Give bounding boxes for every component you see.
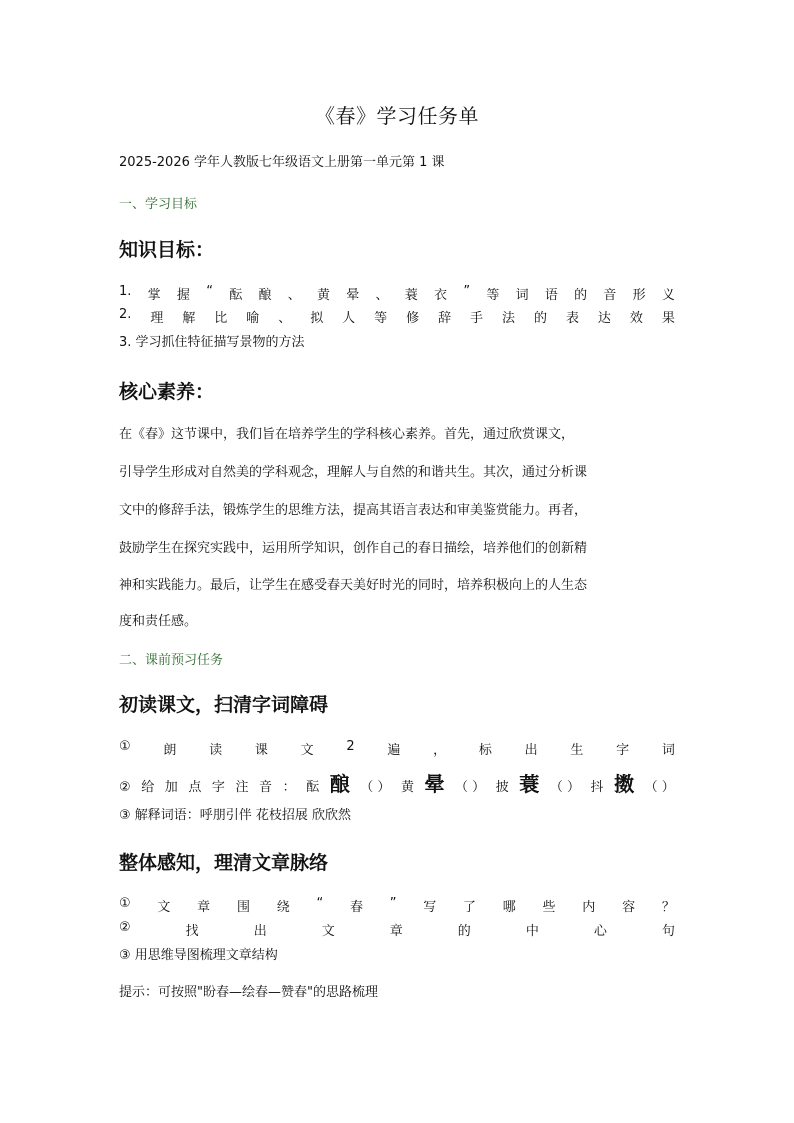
char: 写 <box>423 900 437 915</box>
char: 文 <box>321 924 335 939</box>
char: 读 <box>209 743 223 758</box>
core-paragraph-line: 神和实践能力。最后，让学生在感受春天美好时光的同时，培养积极向上的人生态 <box>119 578 588 593</box>
tip-text: 提示：可按照"盼春—绘春—赞春"的思路梳理 <box>119 985 378 1000</box>
overall-task-2 <box>119 920 675 939</box>
char: 2 <box>346 739 355 754</box>
char: 拟 <box>310 311 324 326</box>
char: 晕 <box>346 288 360 303</box>
section-heading-preview: 二、课前预习任务 <box>119 653 224 668</box>
char: ， <box>433 743 447 758</box>
annotated-char: 酿 <box>329 772 350 796</box>
char: “ <box>206 284 213 299</box>
char: “ <box>316 896 324 911</box>
char: （ ） <box>549 780 580 795</box>
char: ” <box>463 284 471 299</box>
char: （ ） <box>455 780 486 795</box>
reading-task-3: ③ 解释词语：呼朋引伴 花枝招展 欣欣然 <box>119 808 352 823</box>
char: 等 <box>374 311 388 326</box>
char: 课 <box>254 743 268 758</box>
char: 容 <box>622 900 636 915</box>
section-heading-goals: 一、学习目标 <box>119 197 198 212</box>
knowledge-item-3: 3. 学习抓住特征描写景物的方法 <box>119 335 305 350</box>
char: 效 <box>629 311 643 326</box>
char: 、 <box>278 311 292 326</box>
char: 生 <box>570 743 584 758</box>
char: 遍 <box>387 743 401 758</box>
char: 点 <box>188 780 202 795</box>
char: 酿 <box>258 288 272 303</box>
char: 修 <box>406 311 420 326</box>
char: 章 <box>197 900 211 915</box>
char: 的 <box>533 311 547 326</box>
overall-task-1 <box>119 896 675 915</box>
char: 心 <box>593 924 607 939</box>
char: 标 <box>478 743 492 758</box>
char: 1. <box>119 284 132 299</box>
char: 喻 <box>246 311 260 326</box>
annotated-char: 蓑 <box>519 772 540 796</box>
char: 辞 <box>438 311 452 326</box>
annotated-char: 擞 <box>614 772 635 796</box>
core-paragraph-line: 鼓励学生在探究实践中，运用所学知识，创作自己的春日描绘，培养他们的创新精 <box>119 541 588 556</box>
char: 音 <box>259 780 273 795</box>
char: 达 <box>597 311 611 326</box>
char: 掌 <box>147 288 161 303</box>
char: 文 <box>157 900 171 915</box>
char: 中 <box>525 924 539 939</box>
char: 绕 <box>276 900 290 915</box>
char: 表 <box>565 311 579 326</box>
core-paragraph-line: 在《春》这节课中，我们旨在培养学生的学科核心素养。首先，通过欣赏课文， <box>119 427 575 442</box>
char: 哪 <box>502 900 516 915</box>
char: 音 <box>603 288 617 303</box>
annotated-char: 晕 <box>424 772 445 796</box>
char: （ ） <box>360 780 391 795</box>
char: 给 <box>141 780 155 795</box>
lesson-subtitle: 2025-2026 学年人教版七年级语文上册第一单元第 1 课 <box>119 155 445 170</box>
char: 字 <box>616 743 630 758</box>
core-paragraph-line: 引导学生形成对自然美的学科观念，理解人与自然的和谐共生。其次，通过分析课 <box>119 465 588 480</box>
char: 的 <box>457 924 471 939</box>
heading-first-reading: 初读课文，扫清字词障碍 <box>119 694 329 716</box>
knowledge-item-1 <box>119 284 675 303</box>
char: 形 <box>632 288 646 303</box>
char: 出 <box>524 743 538 758</box>
char: 句 <box>661 924 675 939</box>
char: ② <box>119 780 131 795</box>
reading-task-2 <box>119 768 675 797</box>
char: 语 <box>544 288 558 303</box>
core-paragraph-line: 文中的修辞手法，锻炼学生的思维方法，提高其语言表达和审美鉴赏能力。再者， <box>119 503 588 518</box>
char: 字 <box>211 780 225 795</box>
char: 、 <box>287 288 301 303</box>
char: 抖 <box>590 780 604 795</box>
char: ① <box>119 739 131 754</box>
char: 找 <box>185 924 199 939</box>
char: ？ <box>661 900 675 915</box>
char: 酝 <box>306 780 320 795</box>
heading-overall-perception: 整体感知，理清文章脉络 <box>119 852 329 874</box>
char: 、 <box>375 288 389 303</box>
char: 义 <box>661 288 675 303</box>
char: ② <box>119 920 131 935</box>
char: 解 <box>182 311 196 326</box>
char: 披 <box>495 780 509 795</box>
char: 握 <box>176 288 190 303</box>
char: 的 <box>574 288 588 303</box>
char: 文 <box>300 743 314 758</box>
char: 法 <box>502 311 516 326</box>
char: 黄 <box>400 780 414 795</box>
heading-knowledge-goals: 知识目标： <box>119 239 215 261</box>
char: 等 <box>486 288 500 303</box>
char: 衣 <box>434 288 448 303</box>
char: 手 <box>470 311 484 326</box>
char: 理 <box>150 311 164 326</box>
char: 酝 <box>229 288 243 303</box>
char: 出 <box>253 924 267 939</box>
char: 朗 <box>163 743 177 758</box>
char: 比 <box>214 311 228 326</box>
char: 黄 <box>316 288 330 303</box>
heading-core-literacy: 核心素养： <box>119 381 215 403</box>
overall-task-3: ③ 用思维导图梳理文章结构 <box>119 948 278 963</box>
char: ： <box>282 780 296 795</box>
char: 内 <box>582 900 596 915</box>
knowledge-item-2 <box>119 307 675 326</box>
char: 围 <box>236 900 250 915</box>
char: 春 <box>349 900 363 915</box>
char: 加 <box>164 780 178 795</box>
char: 了 <box>463 900 477 915</box>
char: 蓑 <box>404 288 418 303</box>
char: 人 <box>342 311 356 326</box>
char: ” <box>389 896 397 911</box>
char: 章 <box>389 924 403 939</box>
reading-task-1 <box>119 739 675 758</box>
char: 词 <box>515 288 529 303</box>
char: ① <box>119 896 131 911</box>
char: 些 <box>542 900 556 915</box>
char: （ ） <box>644 780 675 795</box>
page-title: 《春》学习任务单 <box>315 104 479 128</box>
char: 2. <box>119 307 132 322</box>
char: 词 <box>661 743 675 758</box>
char: 注 <box>235 780 249 795</box>
char: 果 <box>661 311 675 326</box>
core-paragraph-line: 度和责任感。 <box>119 614 198 629</box>
